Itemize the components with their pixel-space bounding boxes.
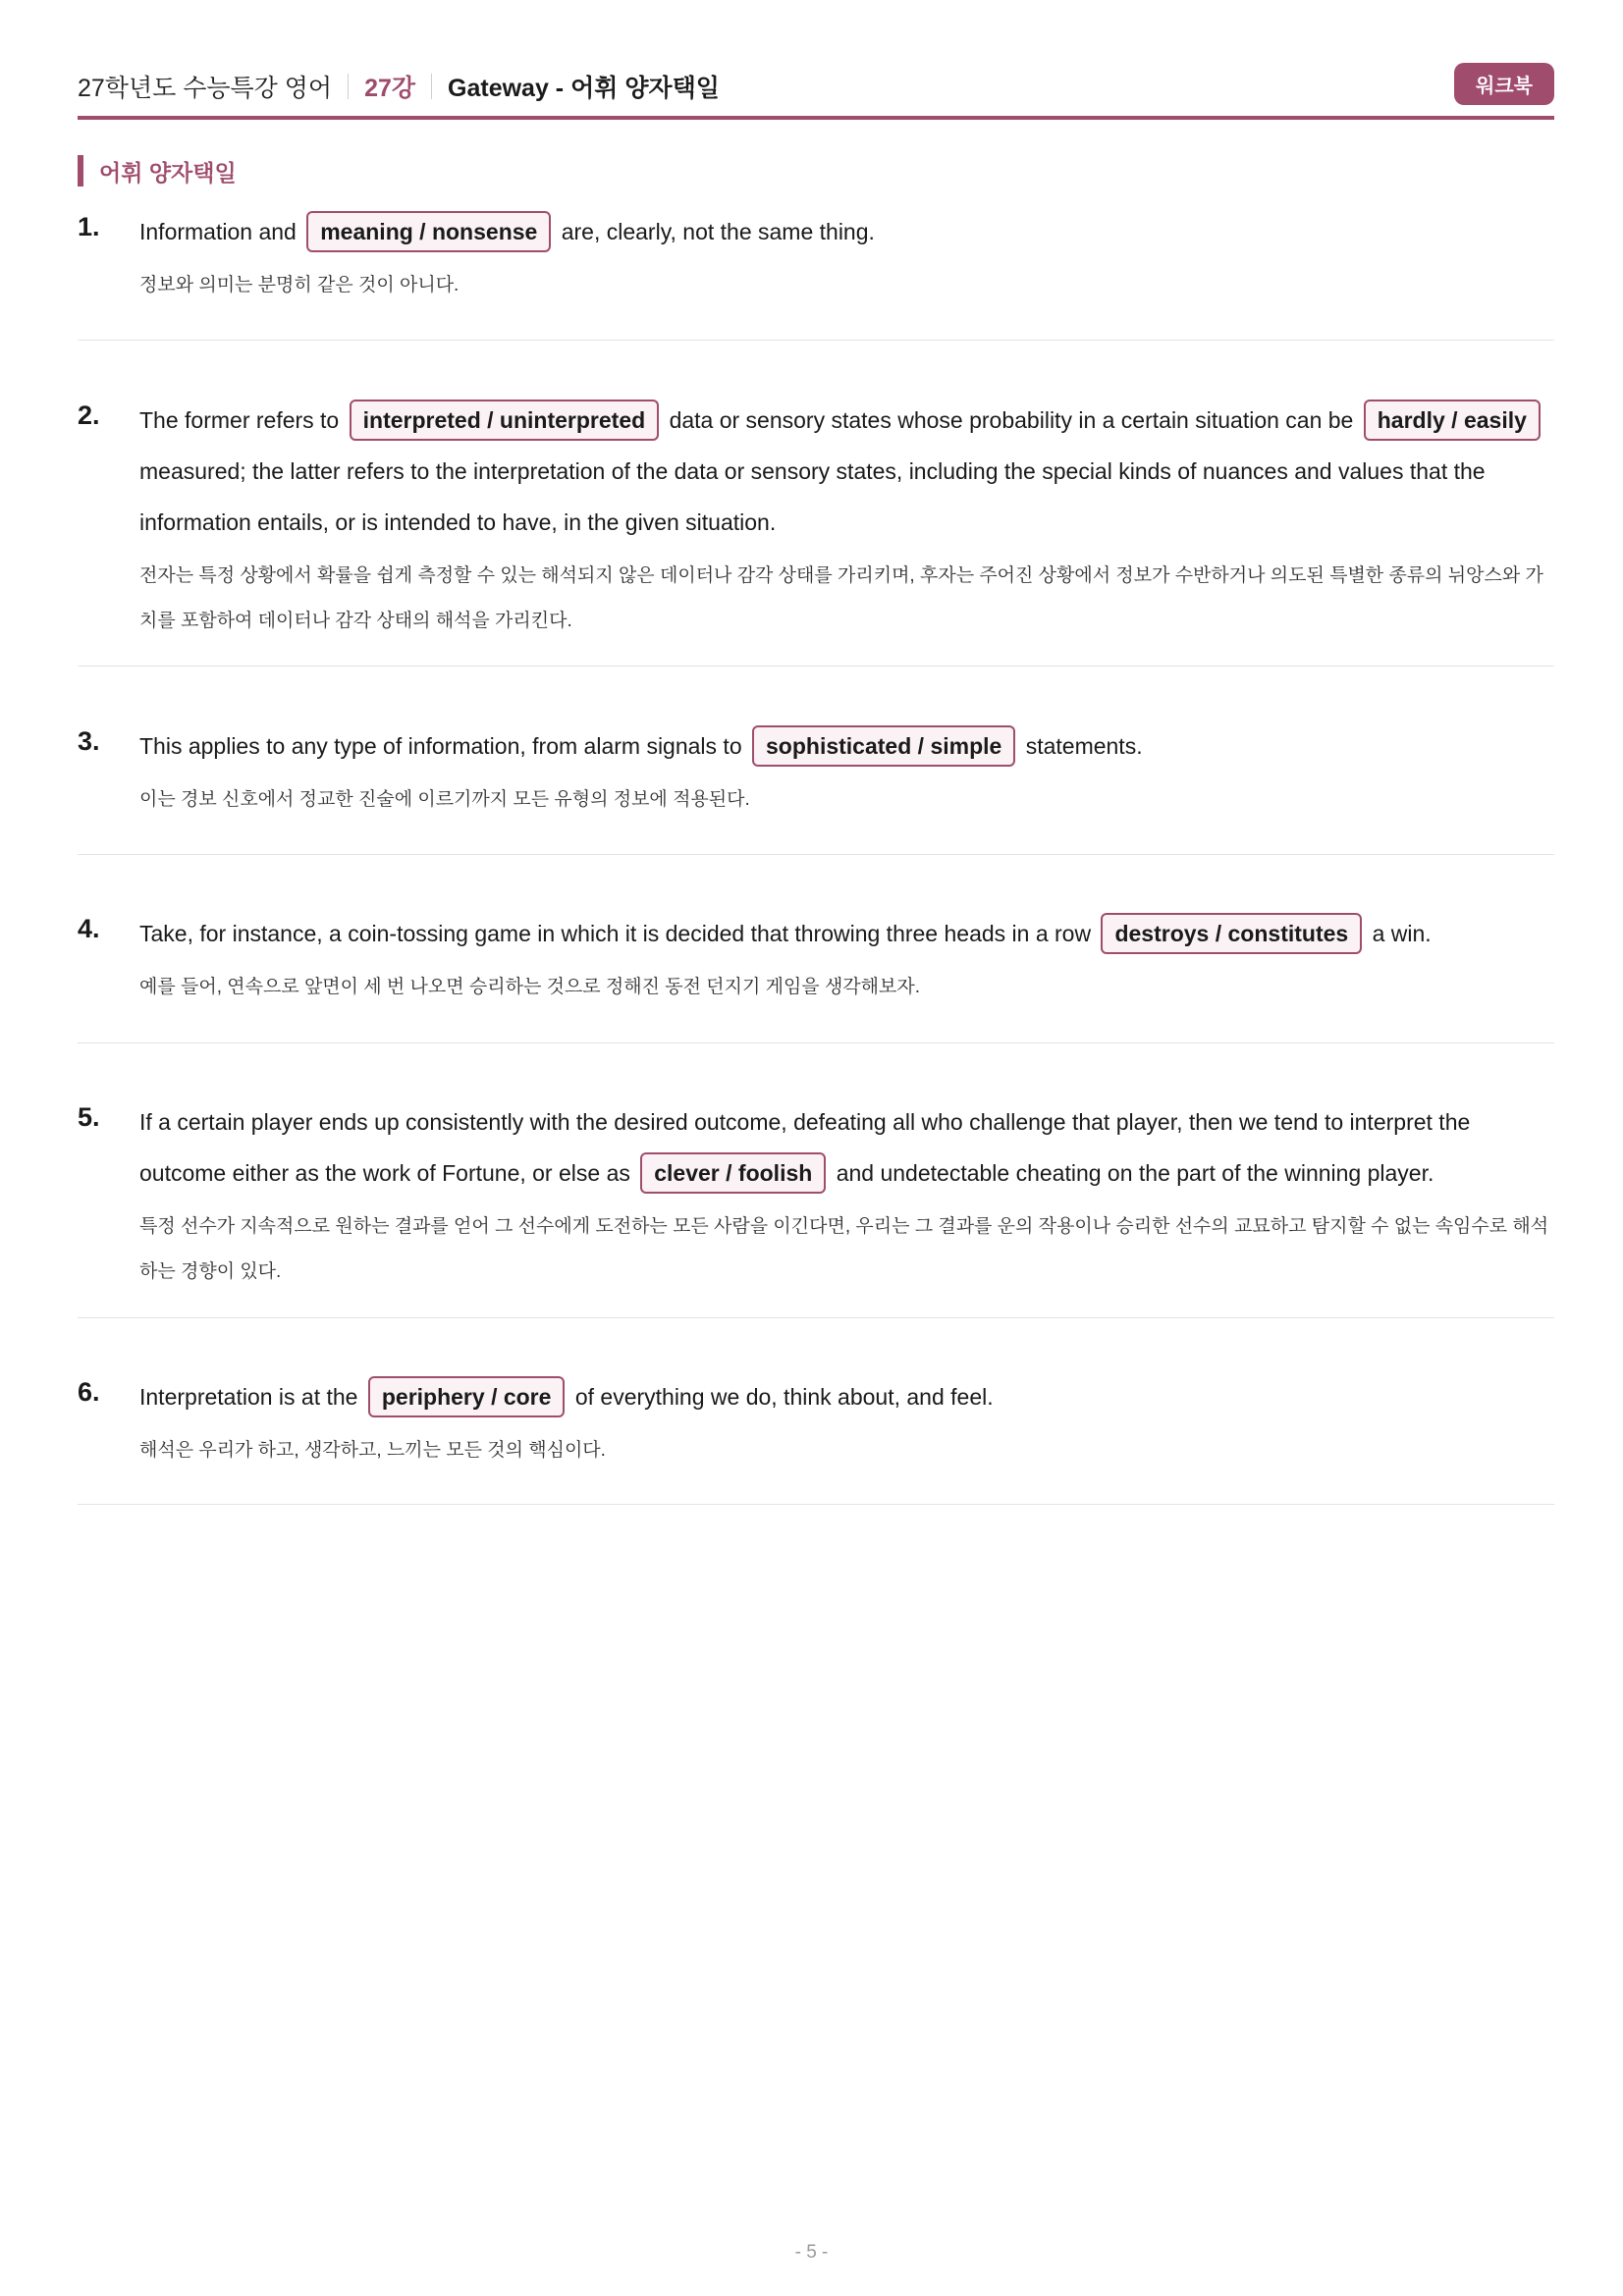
- item-divider: [78, 1317, 1554, 1318]
- question-number: 3.: [78, 726, 100, 756]
- question-item-4: [78, 908, 1554, 1010]
- vocab-choice-box[interactable]: periphery / core: [368, 1376, 566, 1417]
- question-item-2: [78, 395, 1554, 644]
- question-item-1: [78, 206, 1554, 308]
- vocab-choice-box[interactable]: interpreted / uninterpreted: [350, 400, 660, 441]
- vocab-choice-box[interactable]: clever / foolish: [640, 1152, 826, 1194]
- question-item-6: [78, 1371, 1554, 1473]
- english-sentence: [139, 1096, 1554, 1199]
- english-sentence: [139, 206, 1554, 257]
- question-item-3: [78, 721, 1554, 823]
- question-number: 5.: [78, 1102, 100, 1132]
- sentence-text: Take, for instance, a coin-tossing game in which it is decided that throwing three heads in a row: [139, 921, 1092, 946]
- question-number: 2.: [78, 400, 100, 430]
- sentence-text: are, clearly, not the same thing.: [561, 219, 875, 244]
- item-divider: [78, 340, 1554, 341]
- question-number: 4.: [78, 914, 100, 943]
- series-title: 27학년도 수능특강 영어: [78, 75, 333, 102]
- vocab-choice-box[interactable]: meaning / nonsense: [306, 211, 551, 252]
- question-item-5: [78, 1096, 1554, 1295]
- sentence-text: of everything we do, think about, and feel.: [574, 1384, 994, 1410]
- header-separator: [431, 74, 432, 99]
- english-sentence: [139, 721, 1554, 772]
- vocab-choice-box[interactable]: hardly / easily: [1364, 400, 1541, 441]
- english-sentence: [139, 908, 1554, 959]
- question-number: 1.: [78, 212, 100, 241]
- korean-translation: 예를 들어, 연속으로 앞면이 세 번 나오면 승리하는 것으로 정해진 동전 던지기 게임을 생각해보자.: [139, 977, 920, 997]
- vocab-choice-box[interactable]: destroys / constitutes: [1101, 913, 1362, 954]
- sentence-text: This applies to any type of information, from alarm signals to: [139, 733, 742, 759]
- lesson-number: 27강: [364, 75, 416, 102]
- header-rule: [78, 116, 1554, 120]
- sentence-text: and undetectable cheating on the part of the winning player.: [836, 1160, 1434, 1186]
- item-divider: [78, 1042, 1554, 1043]
- sentence-text: Information and: [139, 219, 297, 244]
- korean-translation: 전자는 특정 상황에서 확률을 쉽게 측정할 수 있는 해석되지 않은 데이터나 감각 상태를 가리키며, 후자는 주어진 상황에서 정보가 수반하거나 의도된 특별한 종류의 뉘앙스와 가치를 포함하여 데이터나 감각 상태의 해석을 가리킨다.: [139, 565, 1543, 631]
- sentence-text: If a certain player ends up consistently with the desired outcome, defeating all who challenge that player, then we tend to interpret the outcome either as the work of Fortune, or else as: [139, 1109, 1471, 1186]
- item-divider: [78, 666, 1554, 667]
- page-header: [78, 61, 1554, 112]
- sentence-text: statements.: [1025, 733, 1143, 759]
- english-sentence: [139, 1371, 1554, 1422]
- question-number: 6.: [78, 1377, 100, 1407]
- korean-translation: 이는 경보 신호에서 정교한 진술에 이르기까지 모든 유형의 정보에 적용된다.: [139, 789, 750, 810]
- vocab-choice-box[interactable]: sophisticated / simple: [752, 725, 1015, 767]
- sentence-text: Interpretation is at the: [139, 1384, 358, 1410]
- korean-translation: 특정 선수가 지속적으로 원하는 결과를 얻어 그 선수에게 도전하는 모든 사람을 이긴다면, 우리는 그 결과를 운의 작용이나 승리한 선수의 교묘하고 탐지할 수 없는 속임수로 해석하는 경향이 있다.: [139, 1216, 1549, 1282]
- sentence-text: measured; the latter refers to the interpretation of the data or sensory states, including the special kinds of nuances and values that the information entails, or is intended to have, in the given situation.: [139, 458, 1486, 535]
- english-sentence: [139, 395, 1554, 548]
- sentence-text: The former refers to: [139, 407, 340, 433]
- sentence-text: data or sensory states whose probability in a certain situation can be: [669, 407, 1354, 433]
- workbook-badge: 워크북: [1454, 63, 1554, 105]
- sentence-text: a win.: [1372, 921, 1432, 946]
- section-title: 어휘 양자택일: [78, 155, 237, 187]
- korean-translation: 정보와 의미는 분명히 같은 것이 아니다.: [139, 275, 460, 295]
- item-divider: [78, 854, 1554, 855]
- page-number: - 5 -: [794, 2242, 829, 2263]
- page-title: Gateway - 어휘 양자택일: [448, 75, 720, 102]
- item-divider: [78, 1504, 1554, 1505]
- korean-translation: 해석은 우리가 하고, 생각하고, 느끼는 모든 것의 핵심이다.: [139, 1440, 606, 1461]
- header-separator: [348, 74, 349, 99]
